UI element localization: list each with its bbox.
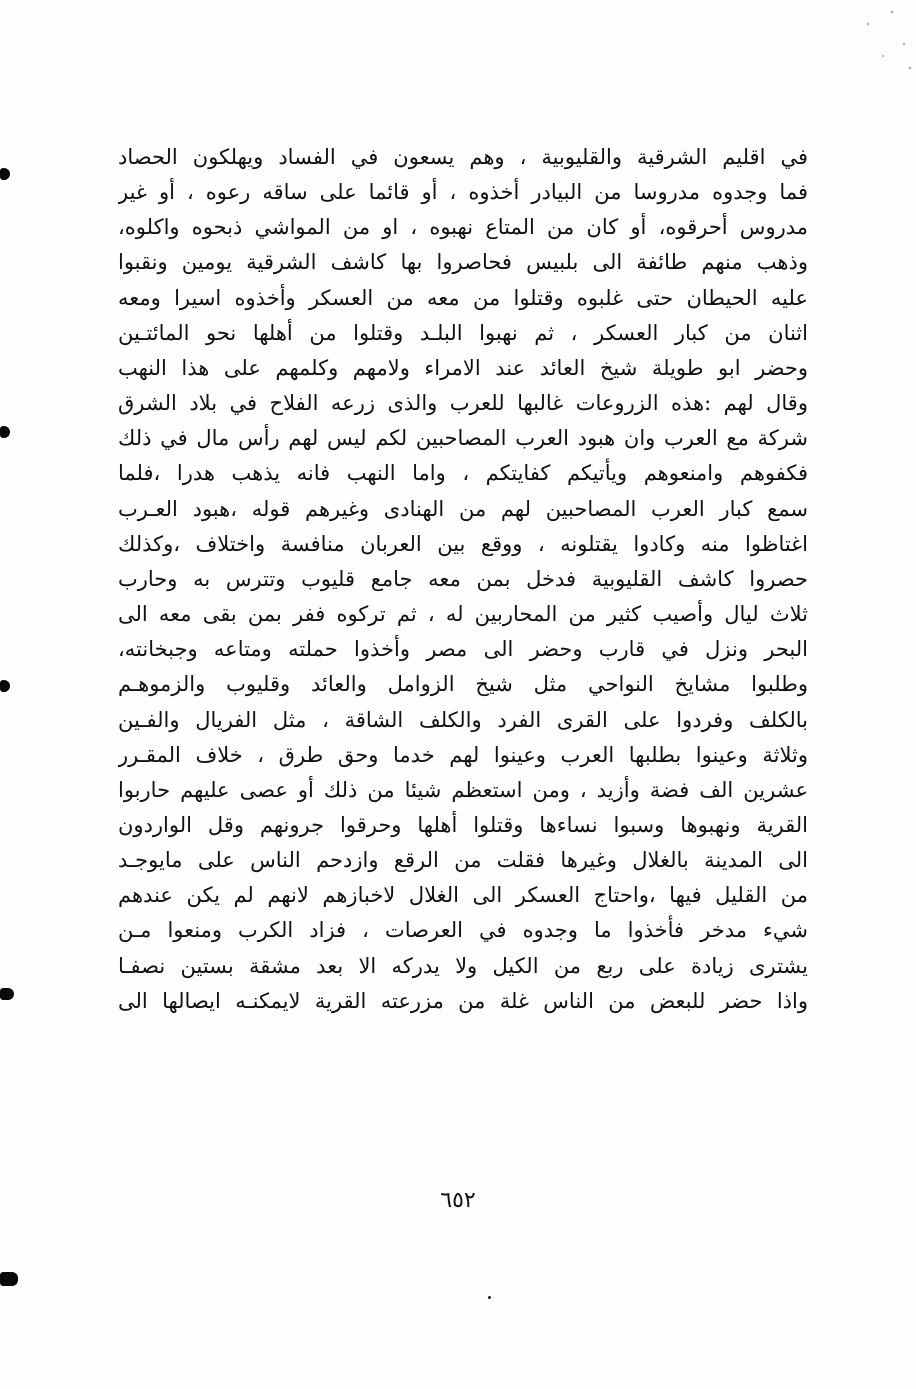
text-line: مدروس أحرقوه، أو كان من المتاع نهبوه ، او من المواشي ذبحوه واكلوه،: [118, 215, 808, 240]
binding-mark: [0, 988, 14, 1000]
text-line: اثنان من كبار العسكر ، ثم نهبوا البلـد وقتلوا من أهلها نحو المائتـين: [118, 320, 808, 345]
text-line: البحر ونزل في قارب وحضر الى مصر وأخذوا حملته ومتاعه وجبخانته،: [118, 637, 808, 662]
text-line: بالكلف وفردوا على القرى الفرد والكلف الشاقة ، مثل الفريال والفـين: [118, 707, 808, 732]
text-line: اغتاظوا منه وكادوا يقتلونه ، ووقع بين العربان منافسة واختلاف ،وكذلك: [118, 531, 808, 556]
text-line: القرية ونهبوها وسبوا نساءها وقتلوا أهلها وحرقوا جرونهم وقل الواردون: [118, 812, 808, 837]
text-line: يشترى زيادة على ربع من الكيل ولا يدركه الا بعد مشقة بستين نصفـا: [118, 953, 808, 978]
text-line: شيء مدخر فأخذوا ما وجدوه في العرصات ، فزاد الكرب ومنعوا مـن: [118, 918, 808, 943]
text-line: فما وجدوه مدروسا من البيادر أخذوه ، أو قائما على ساقه رعوه ، أو غير: [118, 180, 808, 205]
binding-mark: [0, 426, 10, 438]
ink-dot: [488, 1296, 491, 1299]
text-line: وحضر ابو طويلة شيخ العائد عند الامراء ولامهم وكلمهم على هذا النهب: [118, 355, 808, 380]
page-number: ٦٥٢: [440, 1188, 476, 1213]
body-text: [118, 140, 808, 1160]
text-line: وقال لهم :هذه الزروعات غالبها للعرب والذى زرعه الفلاح في بلاد الشرق: [118, 391, 808, 416]
text-line: وثلاثة وعينوا بطلبها العرب وعينوا لهم خدما وحق طرق ، خلاف المقـرر: [118, 742, 808, 767]
scan-noise: [856, 0, 916, 80]
text-line: عليه الحيطان حتى غلبوه وقتلوا من معه من العسكر وأخذوه اسيرا ومعه: [118, 285, 808, 310]
text-line: واذا حضر للبعض من الناس غلة من مزرعته القرية لايمكنـه ايصالها الى: [118, 988, 808, 1013]
binding-mark: [0, 680, 10, 692]
binding-mark: [0, 1272, 18, 1286]
text-line: ثلاث ليال وأصيب كثير من المحاربين له ، ثم تركوه ففر بمن بقى معه الى: [118, 602, 808, 627]
text-line: سمع كبار العرب المصاحبين لهم من الهنادى وغيرهم قوله ،هبود العـرب: [118, 496, 808, 521]
text-line: الى المدينة بالغلال وغيرها فقلت من الرقع وازدحم الناس على مايوجـد: [118, 848, 808, 873]
text-line: فكفوهم وامنعوهم ويأتيكم كفايتكم ، واما النهب فانه يذهب هدرا ،فلما: [118, 461, 808, 486]
text-line: وذهب منهم طائفة الى بلبيس فحاصروا بها كاشف الشرقية يومين ونقبوا: [118, 250, 808, 275]
text-line: عشرين الف فضة وأزيد ، ومن استعظم شيئا من ذلك أو عصى عليهم حاربوا: [118, 777, 808, 802]
text-line: وطلبوا مشايخ النواحي مثل شيخ الزوامل والعائد وقليوب والزموهـم: [118, 672, 808, 697]
text-line: من القليل فيها ،واحتاج العسكر الى الغلال لاخبازهم لانهم لم يكن عندهم: [118, 883, 808, 908]
text-line: حصروا كاشف القليوبية فدخل بمن معه جامع قليوب وتترس به وحارب: [118, 566, 808, 591]
binding-mark: [0, 168, 10, 180]
text-line: في اقليم الشرقية والقليوبية ، وهم يسعون في الفساد ويهلكون الحصاد: [118, 145, 808, 169]
text-line: شركة مع العرب وان هبود العرب المصاحبين لكم ليس لهم رأس مال في ذلك: [118, 426, 808, 451]
